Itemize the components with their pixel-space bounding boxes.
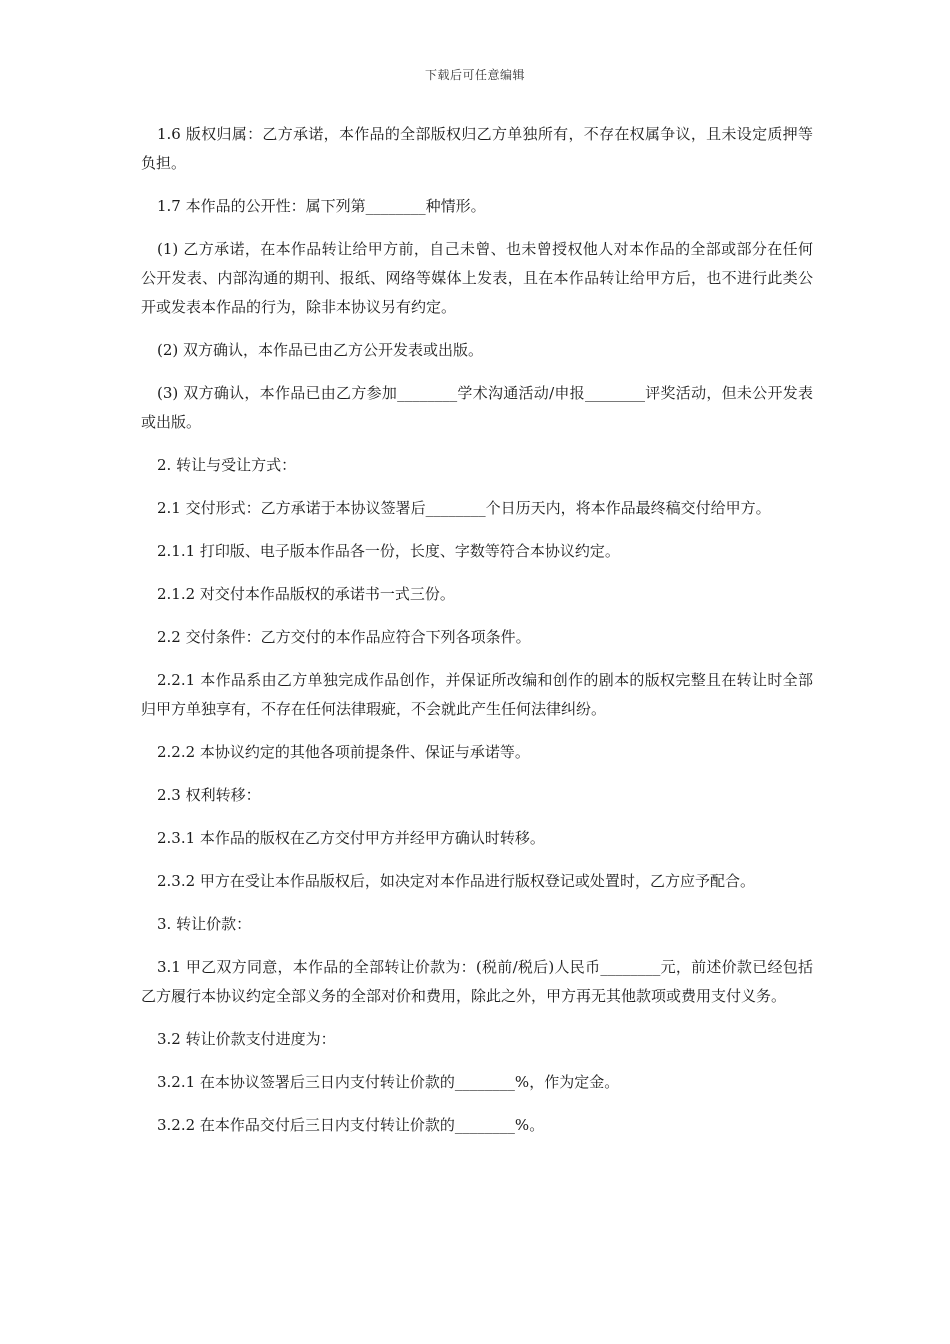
clause-1-7: 1.7 本作品的公开性：属下列第________种情形。: [157, 197, 486, 215]
clause-1-7-option-1: (1) 乙方承诺，在本作品转让给甲方前，自己未曾、也未曾授权他人对本作品的全部或部分在任何公开发表、内部沟通的期刊、报纸、网络等媒体上发表，且在本作品转让给甲方后，也不进行此类公开或发表本作品的行为，除非本协议另有约定。: [141, 240, 813, 316]
clause-2-3: 2.3 权利转移：: [157, 786, 261, 804]
clause-2-1-1: 2.1.1 打印版、电子版本作品各一份，长度、字数等符合本协议约定。: [157, 542, 620, 560]
clause-3-2-1: 3.2.1 在本协议签署后三日内支付转让价款的________%，作为定金。: [157, 1073, 620, 1091]
clause-3-2: 3.2 转让价款支付进度为：: [157, 1030, 336, 1048]
clause-3-1: 3.1 甲乙双方同意，本作品的全部转让价款为：(税前/税后)人民币________元，前述价款已经包括乙方履行本协议约定全部义务的全部对价和费用，除此之外，甲方再无其他款项或费用支付义务。: [141, 958, 813, 1005]
clause-3-2-2: 3.2.2 在本作品交付后三日内支付转让价款的________%。: [157, 1116, 545, 1134]
clause-2-2-2: 2.2.2 本协议约定的其他各项前提条件、保证与承诺等。: [157, 743, 530, 761]
page-header: 下载后可任意编辑: [424, 68, 525, 82]
clause-2-2-1: 2.2.1 本作品系由乙方单独完成作品创作，并保证所改编和创作的剧本的版权完整且在转让时全部归甲方单独享有，不存在任何法律瑕疵，不会就此产生任何法律纠纷。: [141, 671, 813, 718]
clause-2-3-1: 2.3.1 本作品的版权在乙方交付甲方并经甲方确认时转移。: [157, 829, 545, 847]
clause-1-7-option-2: (2) 双方确认，本作品已由乙方公开发表或出版。: [157, 341, 484, 359]
section-2-heading: 2. 转让与受让方式：: [157, 456, 297, 474]
document-body: [141, 120, 813, 1154]
clause-2-1-2: 2.1.2 对交付本作品版权的承诺书一式三份。: [157, 585, 455, 603]
clause-2-1: 2.1 交付形式：乙方承诺于本协议签署后________个日历天内，将本作品最终稿交付给甲方。: [157, 499, 771, 517]
clause-1-7-option-3: (3) 双方确认，本作品已由乙方参加________学术沟通活动/申报________评奖活动，但未公开发表或出版。: [141, 384, 813, 431]
clause-2-3-2: 2.3.2 甲方在受让本作品版权后，如决定对本作品进行版权登记或处置时，乙方应予配合。: [157, 872, 755, 890]
clause-2-2: 2.2 交付条件：乙方交付的本作品应符合下列各项条件。: [157, 628, 531, 646]
section-3-heading: 3. 转让价款：: [157, 915, 252, 933]
clause-1-6: 1.6 版权归属：乙方承诺，本作品的全部版权归乙方单独所有，不存在权属争议，且未设定质押等负担。: [141, 125, 813, 172]
